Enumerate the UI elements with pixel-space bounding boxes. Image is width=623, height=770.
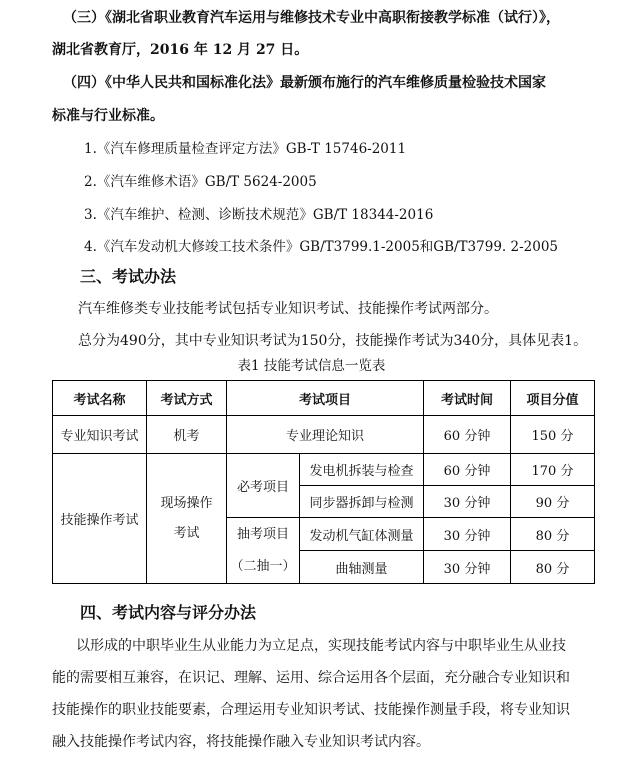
standard-item-4-line2: 标准与行业标准。 <box>52 108 164 124</box>
cell-exam-time: 30 分钟 <box>424 518 511 551</box>
header-exam-time: 考试时间 <box>424 381 511 416</box>
cell-item-score: 170 分 <box>511 454 595 486</box>
section-4-line: 融入技能操作考试内容，将技能操作融入专业知识考试内容。 <box>52 734 430 750</box>
cell-exam-item: 专业理论知识 <box>227 416 424 454</box>
optional-label-line-1: 抽考项目 <box>236 526 289 542</box>
cell-item-score: 80 分 <box>511 518 595 551</box>
standard-list-item: 3.《汽车维护、检测、诊断技术规范》GB/T 18344-2016 <box>84 207 434 223</box>
standard-item-3-line1: （三）《湖北省职业教育汽车运用与维修技术专业中高职衔接教学标准（试行）》， <box>63 10 560 26</box>
section-4-line: 能的需要相互兼容，在识记、理解、运用、综合运用各个层面，充分融合专业知识和 <box>52 670 570 686</box>
standard-list-item: 4.《汽车发动机大修竣工技术条件》GB/T3799.1-2005和GB/T3799. 2-2005 <box>84 239 558 255</box>
table-row <box>53 454 595 486</box>
cell-exam-time: 60 分钟 <box>424 416 511 454</box>
header-item-score: 项目分值 <box>511 381 595 416</box>
section-3-paragraph-1: 汽车维修类专业技能考试包括专业知识考试、技能操作考试两部分。 <box>78 301 498 317</box>
section-4-line: 技能操作的职业技能要素，合理运用专业知识考试、技能操作测量手段，将专业知识 <box>52 702 570 718</box>
cell-exam-time: 30 分钟 <box>424 486 511 518</box>
standard-list-item: 1.《汽车修理质量检查评定方法》GB-T 15746-2011 <box>84 141 407 157</box>
cell-required-label: 必考项目 <box>227 454 300 518</box>
section-4-heading: 四、考试内容与评分办法 <box>80 603 257 622</box>
table-caption: 表1 技能考试信息一览表 <box>237 358 386 374</box>
cell-exam-time: 60 分钟 <box>424 454 511 486</box>
header-exam-name: 考试名称 <box>53 381 147 416</box>
table-header-row <box>53 381 595 416</box>
cell-exam-time: 30 分钟 <box>424 551 511 584</box>
cell-exam-method: 机考 <box>147 416 227 454</box>
standard-item-3-line2: 湖北省教育厅，2016 年 12 月 27 日。 <box>52 42 309 58</box>
cell-exam-item: 发动机气缸体测量 <box>300 518 424 551</box>
cell-exam-item: 曲轴测量 <box>300 551 424 584</box>
exam-info-table <box>52 380 595 584</box>
cell-exam-method <box>147 454 227 584</box>
cell-exam-item: 发电机拆装与检查 <box>300 454 424 486</box>
standard-list-item: 2.《汽车维修术语》GB/T 5624-2005 <box>84 174 317 190</box>
cell-exam-item: 同步器拆卸与检测 <box>300 486 424 518</box>
cell-exam-name: 技能操作考试 <box>53 454 147 584</box>
cell-item-score: 150 分 <box>511 416 595 454</box>
header-exam-method: 考试方式 <box>147 381 227 416</box>
section-3-paragraph-2: 总分为490分，其中专业知识考试为150分，技能操作考试为340分，具体见表1。 <box>78 333 588 349</box>
cell-item-score: 90 分 <box>511 486 595 518</box>
section-4-line: 以形成的中职毕业生从业能力为立足点，实现技能考试内容与中职毕业生从业技 <box>76 638 566 654</box>
standard-item-4-line1: （四）《中华人民共和国标准化法》最新颁布施行的汽车维修质量检验技术国家 <box>63 75 546 91</box>
header-exam-item: 考试项目 <box>227 381 424 416</box>
cell-optional-label <box>227 518 300 584</box>
section-3-heading: 三、考试办法 <box>80 267 177 286</box>
optional-label-line-2: （二抽一） <box>230 558 296 574</box>
cell-item-score: 80 分 <box>511 551 595 584</box>
method-line-1: 现场操作 <box>160 495 213 511</box>
method-line-2: 考试 <box>173 525 200 541</box>
cell-exam-name: 专业知识考试 <box>53 416 147 454</box>
table-row <box>53 416 595 454</box>
